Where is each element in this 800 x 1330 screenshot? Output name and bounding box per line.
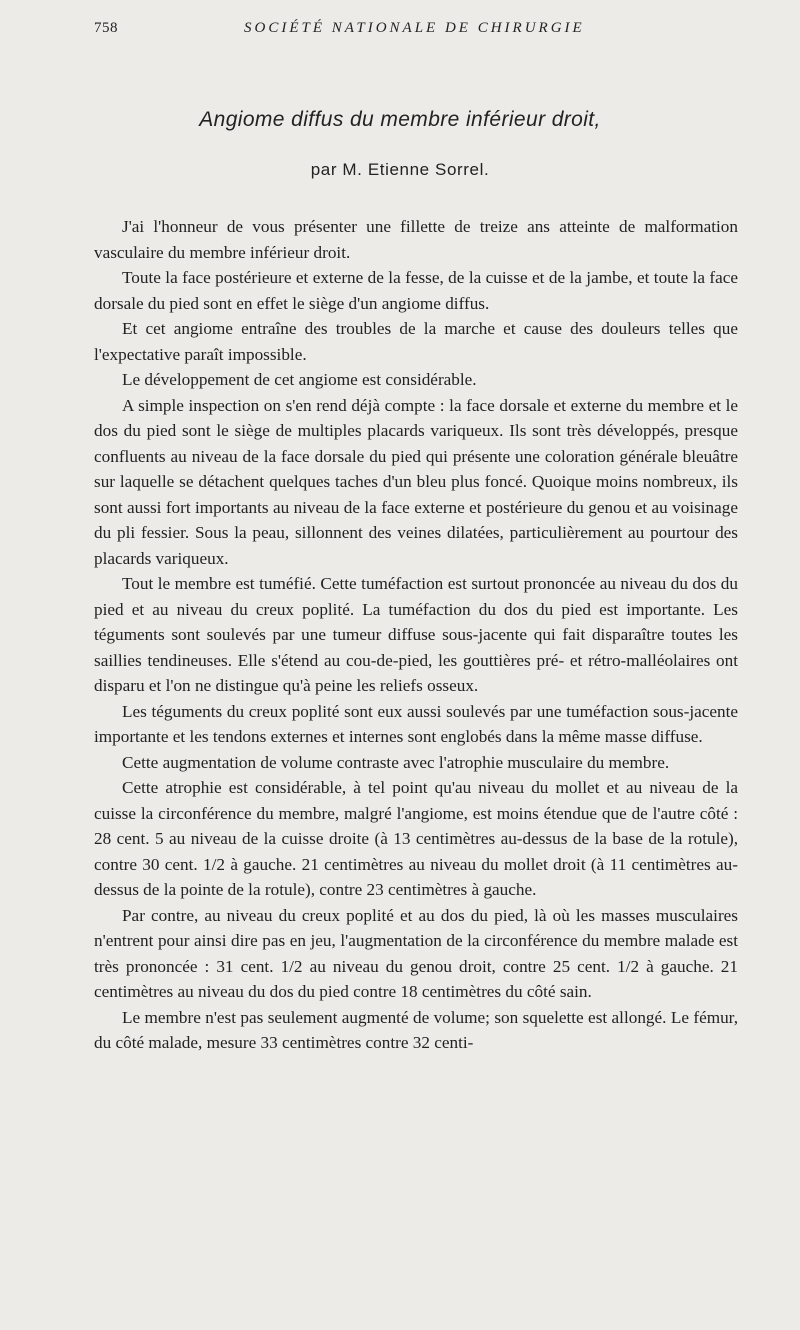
article-author: par M. Etienne Sorrel.	[310, 160, 490, 179]
paragraph: Cette augmentation de volume contraste avec l'atrophie musculaire du membre.	[122, 752, 670, 772]
paragraph: Tout le membre est tuméfié. Cette tuméfaction est surtout prononcée au niveau du dos du pied et au niveau du creux poplité. La tuméfaction du dos du pied est importante. Les téguments sont soulevés par une tumeur diffuse sous-jacente qui fait disparaître toutes les saillies tendineuses. Elle s'étend au cou-de-pied, les gouttières pré- et rétro-malléolaires ont disparu et l'on ne distingue qu'à peine les reliefs osseux.	[94, 574, 738, 695]
article-title: Angiome diffus du membre inférieur droit,	[199, 108, 601, 131]
paragraph: A simple inspection on s'en rend déjà compte : la face dorsale et externe du membre et le dos du pied sont le siège de multiples placards variqueux. Ils sont très développés, presque confluents au niveau de la face dorsale du pied qui présente une coloration générale bleuâtre sur laquelle se détachent quelques taches d'un bleu plus foncé. Quoique moins nombreux, ils sont aussi fort importants au niveau de la face externe et postérieure du genou et au voisinage du pli fessier. Sous la peau, sillonnent des veines dilatées, particulièrement au pourtour des placards variqueux.	[94, 395, 738, 568]
paragraph: Les téguments du creux poplité sont eux aussi soulevés par une tuméfaction sous-jacente importante et les tendons externes et internes sont englobés dans la même masse diffuse.	[94, 701, 738, 746]
paragraph: Par contre, au niveau du creux poplité et au dos du pied, là où les masses musculaires n'entrent pour ainsi dire pas en jeu, l'augmentation de la circonférence du membre malade est très prononcée : 31 cent. 1/2 au niveau du genou droit, contre 25 cent. 1/2 à gauche. 21 centimètres au niveau du dos du pied contre 18 centimètres du côté sain.	[94, 905, 738, 1001]
paragraph: J'ai l'honneur de vous présenter une fillette de treize ans atteinte de malformation vasculaire du membre inférieur droit.	[94, 217, 738, 262]
paragraph: Toute la face postérieure et externe de la fesse, de la cuisse et de la jambe, et toute la face dorsale du pied sont en effet le siège d'un angiome diffus.	[94, 268, 738, 313]
paragraph: Et cet angiome entraîne des troubles de la marche et cause des douleurs telles que l'expectative paraît impossible.	[94, 319, 738, 364]
paragraph: Cette atrophie est considérable, à tel point qu'au niveau du mollet et au niveau de la cuisse la circonférence du membre, malgré l'angiome, est moins étendue que de l'autre côté : 28 cent. 5 au niveau de la cuisse droite (à 13 centimètres au-dessus de la base de la rotule), contre 30 cent. 1/2 à gauche. 21 centimètres au niveau du mollet droit (à 11 centimètres au-dessus de la pointe de la rotule), contre 23 centimètres à gauche.	[94, 778, 738, 899]
paragraph: Le développement de cet angiome est considérable.	[122, 370, 477, 389]
page-number: 758	[94, 20, 118, 36]
paragraph: Le membre n'est pas seulement augmenté de volume; son squelette est allongé. Le fémur, du côté malade, mesure 33 centimètres contre 32 centi-	[94, 1007, 738, 1052]
journal-title: SOCIÉTÉ NATIONALE DE CHIRURGIE	[244, 20, 585, 36]
running-head	[94, 20, 754, 44]
article-body	[94, 214, 738, 1056]
